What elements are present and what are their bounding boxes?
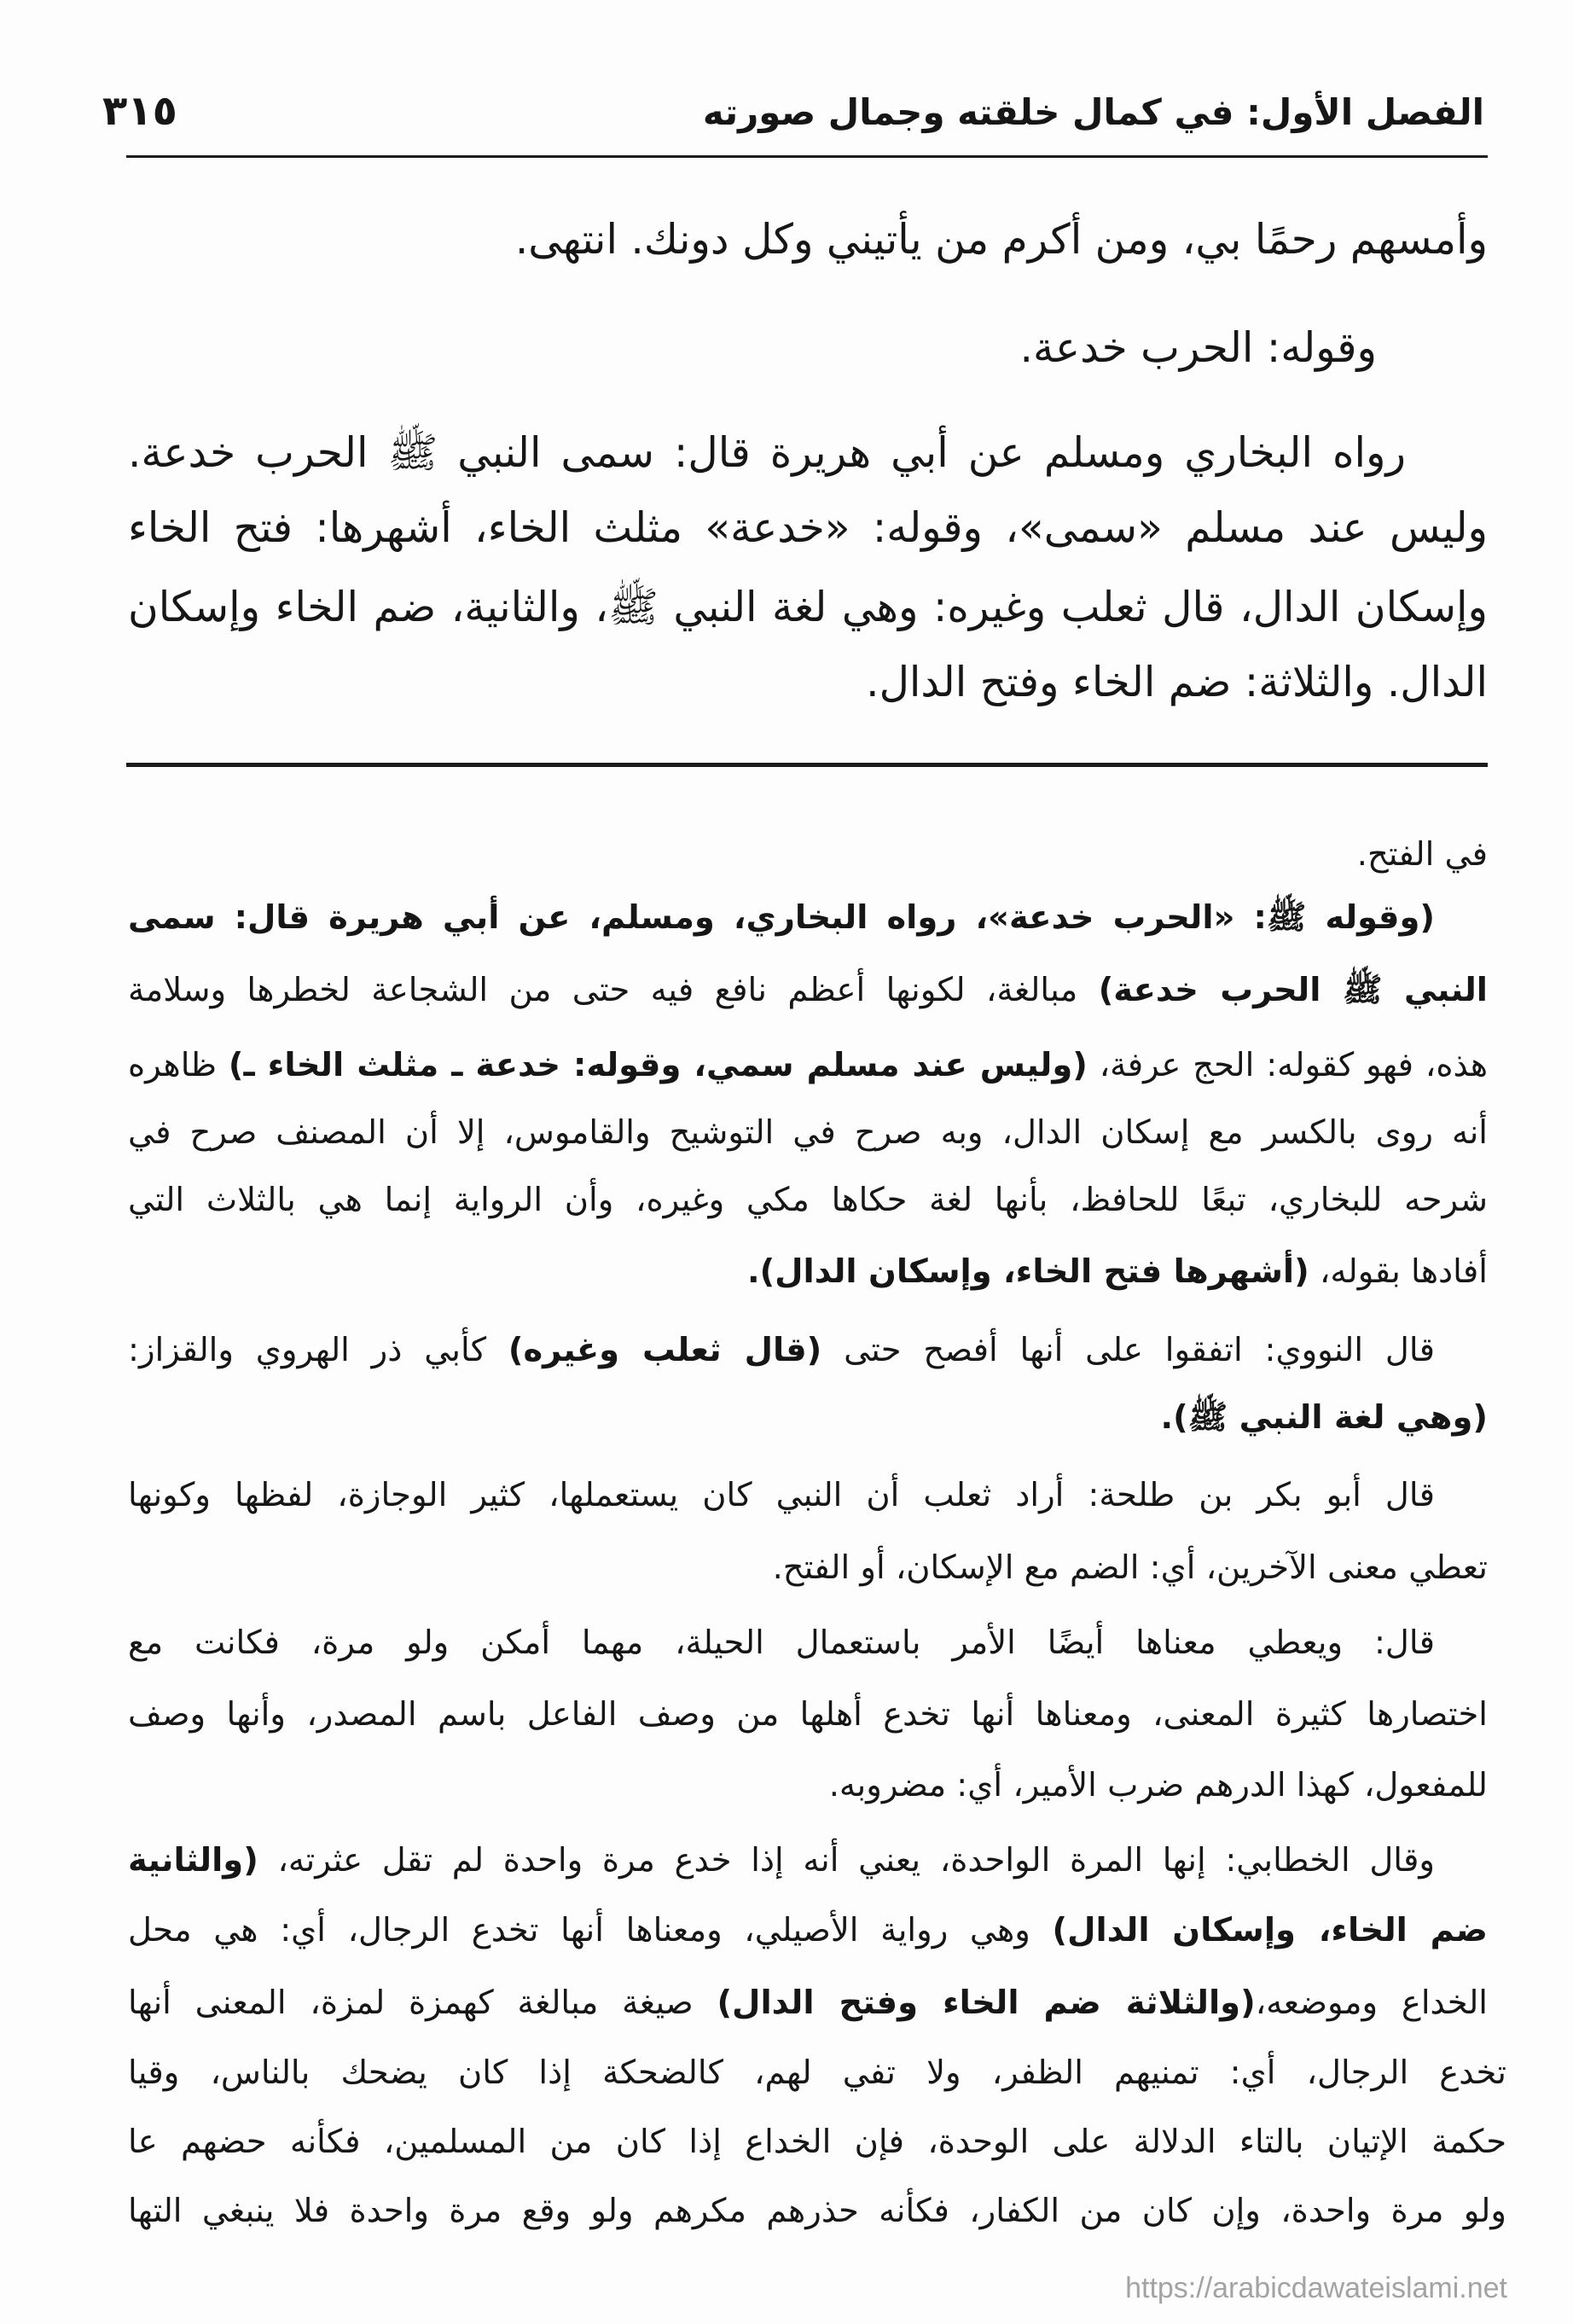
footnote-quoted-text: النبي ﷺ الحرب خدعة) — [1098, 971, 1488, 1009]
footnote-text: تخدع الرجال، أي: تمنيهم الظفر، ولا تفي لهم، كالضحكة إذا كان يضحك بالناس، وقيا — [128, 2054, 1506, 2092]
footnote-text: وهي رواية الأصيلي، ومعناها أنها تخدع الرجال، أي: هي محل — [128, 1911, 1053, 1949]
footnote-text: أفادها بقوله، — [1309, 1252, 1488, 1291]
footnote-quoted-text: (وقوله ﷺ: «الحرب خدعة»، رواه البخاري، ومسلم، عن أبي هريرة قال: سمى — [128, 898, 1435, 937]
main-text-line: وأمسهم رحمًا بي، ومن أكرم من يأتيني وكل دونك. انتهى. — [514, 216, 1488, 264]
footnote-line — [128, 960, 1488, 1021]
footnote-line — [128, 1684, 1488, 1746]
footnote-text: شرحه للبخاري، تبعًا للحافظ، بأنها لغة حكاها مكي وغيره، وأن الرواية إنما هي بالثلاث التي — [128, 1181, 1488, 1219]
footnote-line — [128, 1972, 1488, 2034]
footnote-text: أنه روى بالكسر مع إسكان الدال، وبه صرح في التوشيح والقاموس، إلا أن المصنف صرح في — [128, 1113, 1488, 1152]
footnote-text: تعطي معنى الآخرين، أي: الضم مع الإسكان، أو الفتح. — [772, 1548, 1488, 1587]
footnote-separator — [126, 763, 1488, 767]
footnote-text: قال أبو بكر بن طلحة: أراد ثعلب أن النبي كان يستعملها، كثير الوجازة، لفظها وكونها — [128, 1476, 1435, 1514]
main-text-line: وإسكان الدال، قال ثعلب وغيره: وهي لغة النبي ﷺ، والثانية، ضم الخاء وإسكان — [128, 584, 1488, 631]
main-text-line: رواه البخاري ومسلم عن أبي هريرة قال: سمى النبي ﷺ الحرب خدعة. — [128, 429, 1406, 477]
footnote-text: مبالغة، لكونها أعظم نافع فيه حتى من الشجاعة لخطرها وسلامة — [128, 971, 1099, 1009]
main-text-line: الدال. والثلاثة: ضم الخاء وفتح الدال. — [866, 659, 1488, 706]
main-text-line: وليس عند مسلم «سمى»، وقوله: «خدعة» مثلث الخاء، أشهرها: فتح الخاء — [128, 504, 1488, 552]
footnote-text: قال: ويعطي معناها أيضًا الأمر باستعمال الحيلة، مهما أمكن ولو مرة، فكانت مع — [128, 1624, 1435, 1662]
footnote-quoted-text: (قال ثعلب وغيره) — [508, 1331, 822, 1369]
footnote-line — [128, 2112, 1506, 2173]
footnote-line — [128, 1465, 1488, 1526]
footnote-line — [128, 2181, 1506, 2242]
footnote-text: وقال الخطابي: إنها المرة الواحدة، يعني أنه إذا خدع مرة واحدة لم تقل عثرته، — [258, 1841, 1435, 1880]
footnote-quoted-text: (والثانية — [128, 1841, 258, 1880]
footnote-quoted-text: (والثلاثة ضم الخاء وفتح الدال) — [717, 1984, 1256, 2022]
watermark-url: https://arabicdawateislami.net — [1125, 2272, 1507, 2304]
footnote-line — [128, 824, 1488, 886]
footnote-text: ظاهره — [128, 1046, 229, 1084]
footnote-line — [128, 1035, 1488, 1096]
footnote-text: هذه، فهو كقوله: الحج عرفة، — [1087, 1046, 1488, 1084]
page-number: ٣١٥ — [102, 87, 177, 135]
footnote-line — [128, 1387, 1488, 1449]
footnote-quoted-text: ضم الخاء، وإسكان الدال) — [1052, 1911, 1488, 1949]
main-text-line: وقوله: الحرب خدعة. — [1019, 324, 1377, 372]
footnote-line — [128, 2042, 1506, 2104]
footnote-text: صيغة مبالغة كهمزة لمزة، المعنى أنها — [128, 1984, 717, 2022]
footnote-line — [128, 1830, 1488, 1891]
footnote-quoted-text: (أشهرها فتح الخاء، وإسكان الدال). — [746, 1252, 1309, 1291]
footnote-line — [128, 887, 1488, 949]
footnote-text: في الفتح. — [1356, 835, 1488, 874]
footnote-text: اختصارها كثيرة المعنى، ومعناها أنها تخدع أهلها من وصف الفاعل باسم المصدر، وأنها وصف — [128, 1695, 1488, 1734]
footnote-line — [128, 1537, 1488, 1599]
footnote-line — [128, 1102, 1488, 1164]
footnote-quoted-text: (وليس عند مسلم سمي، وقوله: خدعة ـ مثلث الخاء ـ) — [228, 1046, 1088, 1084]
footnote-quoted-text: (وهي لغة النبي ﷺ). — [1160, 1398, 1488, 1437]
footnote-text: قال النووي: اتفقوا على أنها أفصح حتى — [821, 1331, 1435, 1369]
chapter-title: الفصل الأول: في كمال خلقته وجمال صورته — [702, 91, 1484, 133]
footnote-line — [128, 1900, 1488, 1961]
footnote-line — [128, 1170, 1488, 1231]
footnote-text: كأبي ذر الهروي والقزاز: — [128, 1331, 508, 1369]
footnote-line — [128, 1320, 1488, 1381]
footnote-line — [128, 1612, 1488, 1674]
footnote-text: الخداع وموضعه، — [1255, 1984, 1488, 2022]
header-rule — [126, 155, 1488, 158]
footnote-text: حكمة الإتيان بالتاء الدلالة على الوحدة، فإن الخداع إذا كان من المسلمين، فكأنه حضهم عا — [128, 2123, 1506, 2161]
footnote-text: ولو مرة واحدة، وإن كان من الكفار، فكأنه حذرهم مكرهم ولو وقع مرة واحدة فلا ينبغي التها — [128, 2192, 1506, 2230]
footnote-line — [128, 1755, 1488, 1816]
footnote-line — [128, 1241, 1488, 1303]
footnote-text: للمفعول، كهذا الدرهم ضرب الأمير، أي: مضروبه. — [828, 1766, 1488, 1804]
